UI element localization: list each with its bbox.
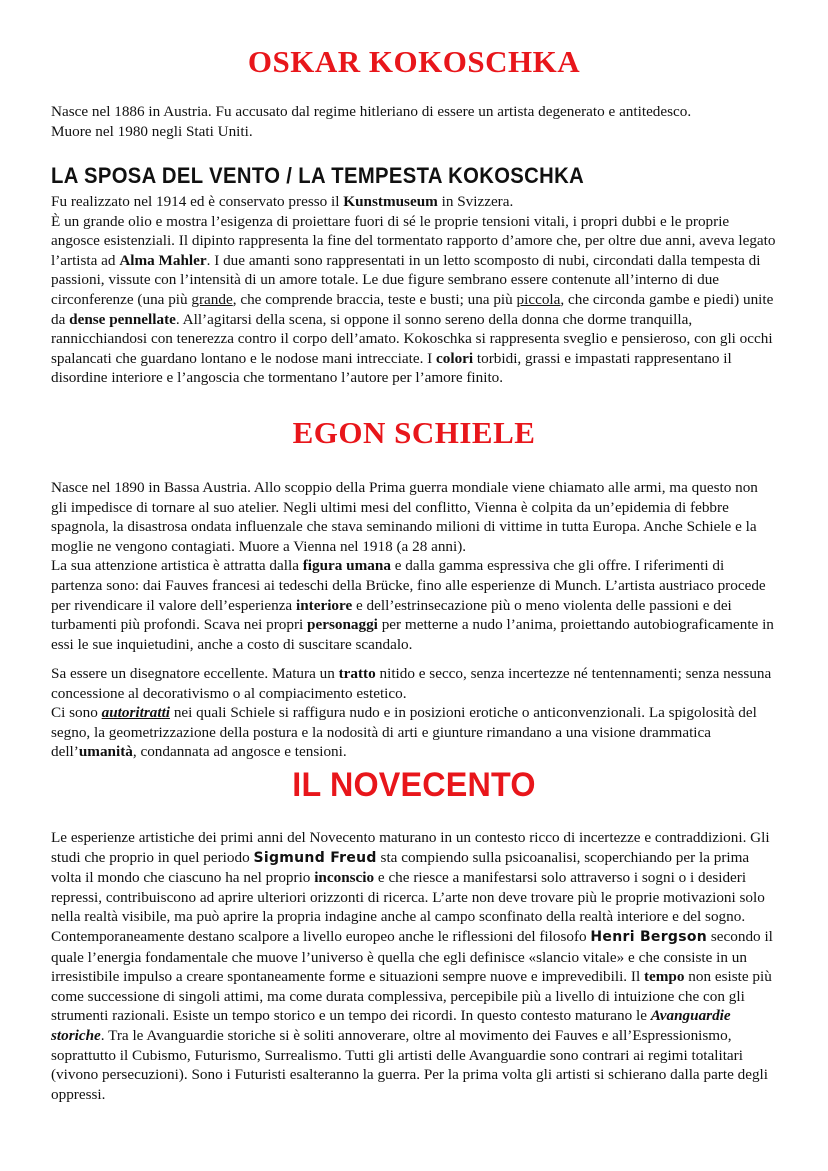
- underlined-term: grande: [191, 290, 233, 308]
- text: Sa essere un disegnatore eccellente. Matura un: [51, 665, 339, 682]
- kokoschka-bio-line-2: Muore nel 1980 negli Stati Uniti.: [51, 122, 253, 140]
- bold-term: interiore: [295, 596, 353, 614]
- text: secondo il quale l’energia fondamentale che muove l’universo è quella che egli definisce «slancio vitale» e che consiste in un irresistibile impulso a creare spontaneamente forme e situazioni sempre nuove e imprevedibili. Il: [51, 927, 773, 986]
- text: torbidi, grassi e impastati rappresentano il disordine interiore e l’angoscia che tormentano l’autore per l’amore finito.: [51, 349, 732, 387]
- text: in Svizzera.: [437, 193, 514, 210]
- paragraph: [51, 212, 776, 388]
- text: Nasce nel 1890 in Bassa Austria. Allo scoppio della Prima guerra mondiale viene chiamato alle armi, ma questo non gli impedisce di tornare al suo atelier. Negli ultimi mesi del conflitto, Vienna è colpita da un’epidemia di febbre spagnola, la disastrosa ondata influenzale che stava seminando milioni di vittime in tutta Europa. Anche Schiele e la moglie ne vengono contagiati. Muore a Vienna nel 1918 (a 28 anni).: [51, 479, 758, 555]
- text: . I due amanti sono rappresentati in un letto scomposto di nubi, circondati dalla tempesta di passioni, vissute con l’intensità di un amore totale. Le due figure sembrano essere contenute all’interno di due circonferenze (una più: [51, 251, 761, 308]
- title-il-novecento: IL NOVECENTO: [292, 766, 536, 804]
- text: nei quali Schiele si raffigura nudo e in posizioni erotiche o anticonvenzionali. La spigolosità del segno, la geometrizzazione della postura e la nodosità di arti e giunture rimandano a una visione drammatica dell’: [51, 704, 757, 761]
- text: sta compiendo sulla psicoanalisi, scoperchiando per la prima volta il mondo che ciascuno ha nel proprio: [51, 848, 750, 887]
- text: , condannata ad angosce e tensioni.: [132, 743, 347, 761]
- bold-term: Alma Mahler: [119, 251, 207, 269]
- kokoschka-bio: [51, 102, 776, 141]
- bold-term: dense pennellate: [69, 310, 176, 328]
- bold-term: tempo: [643, 968, 685, 986]
- text: Le esperienze artistiche dei primi anni del Novecento maturano in un contesto ricco di incertezze e contraddizioni. Gli studi che proprio in quel periodo: [51, 829, 770, 866]
- text: È un grande olio e mostra l’esigenza di proiettare fuori di sé le proprie tensioni vitali, i propri dubbi e le proprie angosce esistenziali. Il dipinto rappresenta la fine del tormentato rapporto d’amore che, per oltre due anni, aveva legato l’artista ad: [51, 212, 776, 269]
- text: . All’agitarsi della scena, si oppone il sonno sereno della donna che dorme tranquilla, rannicchiandosi con tenerezza contro il corpo dell’amato. Kokoschka si rappresenta sveglio e pensieroso, con gli occhi spalancati che guardano lontano e le nodose mani intrecciate. I: [51, 310, 773, 367]
- bold-term: tratto: [338, 665, 376, 682]
- text: , che circonda gambe e piedi) unite da: [51, 290, 774, 328]
- bold-term: umanità: [78, 743, 133, 761]
- bold-term: Kunstmuseum: [343, 193, 438, 210]
- paragraph: [51, 556, 776, 654]
- text: . Tra le Avanguardie storiche si è soliti annoverare, oltre al movimento dei Fauves e all’Espressionismo, soprattutto il Cubismo, Futurismo, Surrealismo. Tutti gli artisti delle Avanguardie sono contrari ai regimi totalitari (vivono persecuzioni). Sono i Futuristi esalteranno la guerra. Per la prima volta gli artisti si schierano dalla parte degli oppressi.: [51, 1026, 768, 1103]
- kokoschka-bio-line-1: Nasce nel 1886 in Austria. Fu accusato dal regime hitleriano di essere un artista degenerato e antitedesco.: [51, 103, 692, 120]
- subtitle-sposa-del-vento: LA SPOSA DEL VENTO / LA TEMPESTA KOKOSCHKA: [51, 163, 585, 188]
- highlighted-name: Sigmund Freud: [253, 849, 377, 866]
- bold-italic-underlined-term: autoritratti: [101, 704, 171, 722]
- underlined-term: piccola: [516, 290, 561, 308]
- bold-term: colori: [436, 349, 474, 367]
- text: , che comprende braccia, teste e busti; una più: [232, 290, 517, 308]
- bold-term: personaggi: [307, 616, 378, 634]
- paragraph: [51, 828, 776, 1104]
- text: Ci sono: [51, 704, 102, 722]
- text: e dalla gamma espressiva che gli offre. I riferimenti di partenza sono: dai Fauves francesi ai tedeschi della Brücke, fino alle esperienze di Munch. L’artista austriaco procede per rivendicare il valore dell’esperienza: [51, 557, 766, 614]
- paragraph: [51, 192, 776, 212]
- text: non esiste più come successione di singoli attimi, ma come durata complessiva, percepibile più a livello di intuizione che con gli strumenti razionali. Esiste un tempo storico e un tempo dei ricordi. In questo contesto maturano le: [51, 968, 772, 1025]
- paragraph: [51, 664, 776, 703]
- kokoschka-painting-description: [51, 192, 776, 388]
- paragraph: [51, 703, 776, 762]
- novecento-paragraph: [51, 828, 776, 1104]
- text: per metterne a nudo l’anima, proiettando autobiograficamente in essi le sue inquietudini, anche a costo di suscitare scandalo.: [51, 616, 774, 653]
- text: La sua attenzione artistica è attratta dalla: [51, 557, 303, 575]
- title-egon-schiele: EGON SCHIELE: [292, 415, 536, 450]
- schiele-paragraph-2: [51, 664, 776, 762]
- schiele-paragraph-1: [51, 478, 776, 654]
- highlighted-name: Henri Bergson: [590, 928, 708, 945]
- title-oskar-kokoschka: OSKAR KOKOSCHKA: [247, 44, 581, 79]
- text: e che riesce a manifestarsi solo attraverso i sogni o i desideri repressi, contribuiscono ad aprire ulteriori orizzonti di ricerca. L’arte non deve trovare più le proprie motivazioni solo nella realtà visibile, ma può aprire la propria indagine anche al campo sconfinato della realtà interiore e del sogno. Contemporaneamente destano scalpore a livello europeo anche le riflessioni del filosofo: [51, 869, 765, 945]
- text: e dell’estrinsecazione più o meno violenta delle passioni e dei turbamenti più profondi. Scava nei propri: [51, 596, 732, 634]
- text: nitido e secco, senza incertezze né tentennamenti; senza nessuna concessione al decorativismo o al compiacimento estetico.: [51, 665, 772, 702]
- bold-term: figura umana: [302, 557, 391, 575]
- bold-term: inconscio: [314, 869, 375, 887]
- bold-italic-term: Avanguardie storiche: [51, 1007, 731, 1044]
- text: Fu realizzato nel 1914 ed è conservato presso il: [51, 193, 344, 210]
- paragraph: [51, 478, 776, 556]
